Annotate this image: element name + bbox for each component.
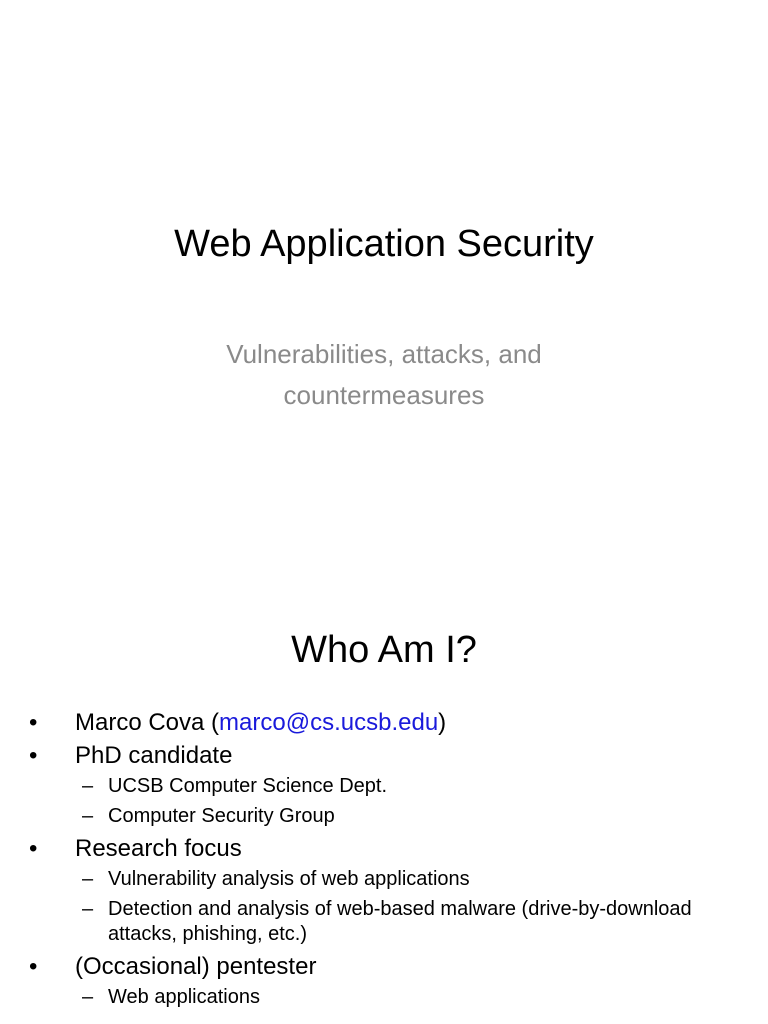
sub-item-text: UCSB Computer Science Dept. (108, 775, 388, 797)
bullet-item-name (0, 708, 768, 738)
dash-marker: – (82, 898, 94, 920)
name-text: Marco Cova ( (75, 709, 220, 736)
dash-marker: – (82, 868, 94, 890)
bullet-marker: • (29, 742, 38, 769)
sub-item-text: Detection and analysis of web-based malware (drive-by-download attacks, phishing, etc.) (108, 898, 692, 945)
dash-marker: – (82, 805, 94, 827)
sub-item-text: Vulnerability analysis of web applications (108, 868, 470, 890)
subtitle-line-1: Vulnerabilities, attacks, and (226, 339, 542, 369)
bullet-item-phd (0, 741, 768, 771)
sub-item-malware (0, 897, 768, 947)
bullet-marker: • (29, 835, 38, 862)
sub-item-text: Computer Security Group (108, 805, 335, 827)
bullet-text: PhD candidate (75, 742, 233, 769)
slide-who-am-i (0, 576, 768, 1024)
sub-item-web-apps (0, 985, 768, 1010)
dash-marker: – (82, 986, 94, 1008)
sub-item-dept (0, 774, 768, 799)
name-text-close: ) (438, 709, 447, 736)
bullet-marker: • (29, 709, 38, 736)
bullet-item-research (0, 834, 768, 864)
dash-marker: – (82, 775, 94, 797)
bullet-text: Research focus (75, 835, 242, 862)
bullet-list (0, 708, 768, 1015)
bullet-item-pentester (0, 952, 768, 982)
bullet-marker: • (29, 953, 38, 980)
slide-subtitle (134, 334, 634, 416)
slide-heading: Who Am I? (291, 629, 477, 671)
sub-item-vuln-analysis (0, 867, 768, 892)
sub-item-text: Web applications (108, 986, 260, 1008)
slide-title-heading: Web Application Security (174, 223, 594, 265)
bullet-text: (Occasional) pentester (75, 953, 317, 980)
sub-item-group (0, 804, 768, 829)
email-link[interactable]: marco@cs.ucsb.edu (219, 709, 439, 736)
subtitle-line-2: countermeasures (283, 380, 485, 410)
